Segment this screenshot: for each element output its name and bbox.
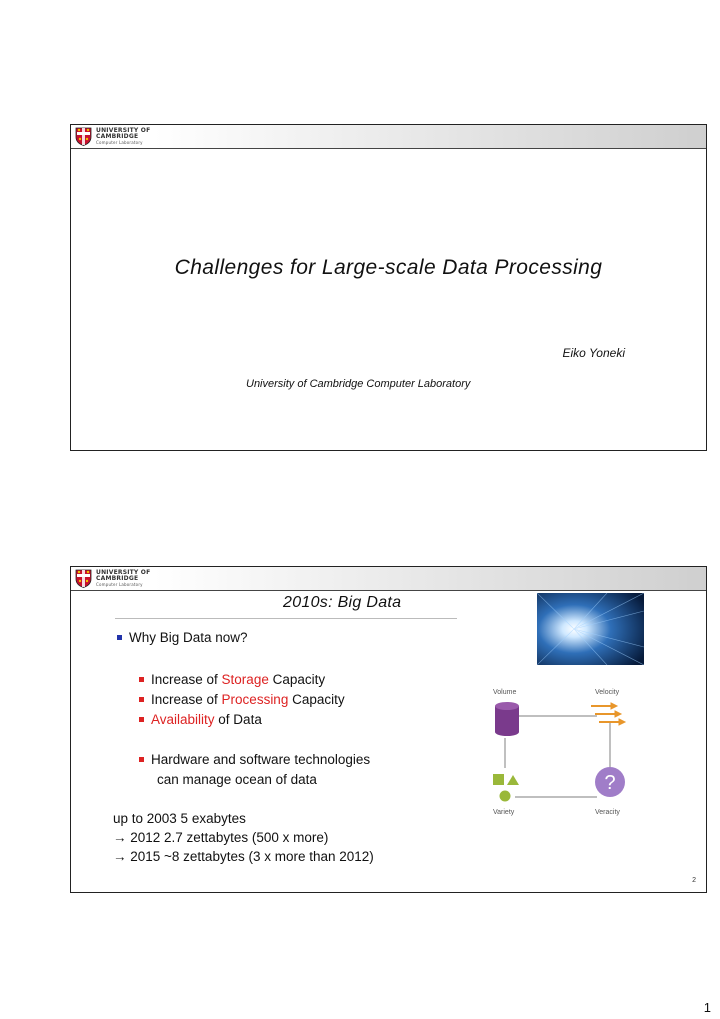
slide-page-number: 2 bbox=[692, 877, 696, 884]
four-v-diagram bbox=[485, 683, 635, 825]
page-number: 1 bbox=[703, 1000, 711, 1015]
database-icon bbox=[495, 702, 519, 736]
item-text: Increase of bbox=[151, 692, 222, 707]
logo-line2: CAMBRIDGE bbox=[96, 133, 139, 140]
bullet-square-icon bbox=[117, 635, 122, 640]
item-text: Capacity bbox=[288, 692, 345, 707]
question-text: Why Big Data now? bbox=[129, 630, 248, 645]
veracity-label: Veracity bbox=[595, 809, 620, 816]
item-highlight: Availability bbox=[151, 712, 215, 727]
hardware-line2: can manage ocean of data bbox=[157, 772, 317, 787]
item-highlight: Processing bbox=[221, 692, 289, 707]
item-text: of Data bbox=[214, 712, 262, 727]
slide-1-title: Challenges for Large-scale Data Processing bbox=[174, 256, 603, 279]
logo-line2: CAMBRIDGE bbox=[96, 575, 139, 582]
slide-2-title: 2010s: Big Data bbox=[283, 594, 402, 611]
bullet-square-icon bbox=[139, 757, 144, 762]
logo-line3: Computer Laboratory bbox=[96, 140, 143, 145]
slide-header-bar bbox=[71, 567, 706, 591]
bullet-availability bbox=[139, 712, 262, 727]
variety-label: Variety bbox=[493, 809, 515, 816]
bullet-why bbox=[117, 630, 248, 645]
bullet-square-icon bbox=[139, 677, 144, 682]
cambridge-logo bbox=[75, 127, 165, 146]
cambridge-logo bbox=[75, 569, 165, 588]
question-circle-icon bbox=[595, 767, 625, 797]
hardware-line1: Hardware and software technologies bbox=[151, 752, 371, 767]
velocity-label: Velocity bbox=[595, 689, 620, 696]
item-highlight: Storage bbox=[221, 672, 269, 687]
item-text: Increase of bbox=[151, 672, 222, 687]
question-mark: ? bbox=[604, 772, 616, 794]
arrows-icon bbox=[591, 703, 625, 725]
stat-line-2: → 2012 2.7 zettabytes (500 x more) bbox=[113, 830, 329, 845]
bullet-square-icon bbox=[139, 697, 144, 702]
stat-line-3: → 2015 ~8 zettabytes (3 x more than 2012) bbox=[113, 849, 374, 864]
data-tunnel-image bbox=[537, 593, 644, 665]
logo-line1: UNIVERSITY OF bbox=[96, 569, 151, 576]
slide-header-bar bbox=[71, 125, 706, 149]
volume-label: Volume bbox=[493, 689, 517, 696]
bullet-processing bbox=[139, 692, 345, 707]
stat-line-1: up to 2003 5 exabytes bbox=[113, 811, 246, 826]
bullet-square-icon bbox=[139, 717, 144, 722]
logo-line1: UNIVERSITY OF bbox=[96, 127, 151, 134]
crest-icon bbox=[75, 127, 92, 146]
slide-2 bbox=[70, 566, 707, 893]
item-text: Capacity bbox=[268, 672, 326, 687]
bullet-hardware bbox=[139, 752, 370, 767]
affiliation: University of Cambridge Computer Laboratory bbox=[246, 378, 471, 390]
author-name: Eiko Yoneki bbox=[562, 346, 625, 360]
slide-1 bbox=[70, 124, 707, 451]
title-divider bbox=[115, 618, 457, 619]
crest-icon bbox=[75, 569, 92, 588]
bullet-storage bbox=[139, 672, 325, 687]
logo-line3: Computer Laboratory bbox=[96, 582, 143, 587]
